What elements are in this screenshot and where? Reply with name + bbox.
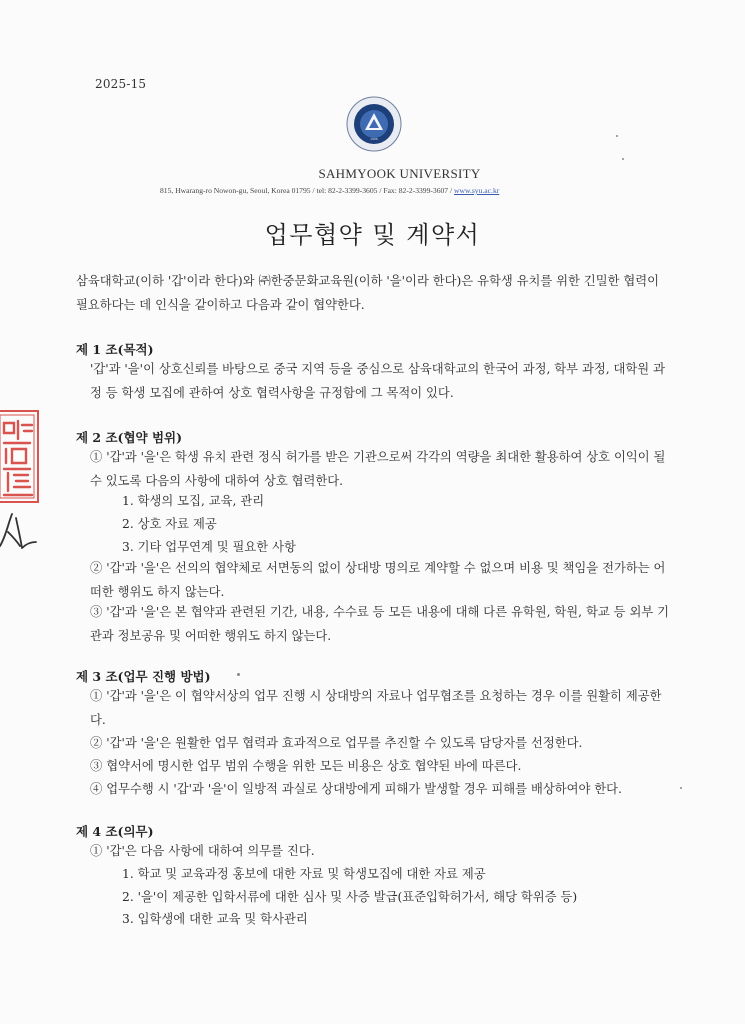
scan-speck <box>616 135 618 137</box>
article-1-text: '갑'과 '을'이 상호신뢰를 바탕으로 중국 지역 등을 중심으로 삼육대학교의 한국어 과정, 학부 과정, 대학원 과정 등 학생 모집에 관하여 상호 협력사항을 규정함에 그 목적이 있다. <box>90 362 665 400</box>
article-2-clause-1: ① '갑'과 '을'은 학생 유치 관련 정식 허가를 받은 기관으로써 각각의 역량을 최대한 활용하여 상호 이익이 될 수 있도록 다음의 사항에 대하여 상호 협력한다. <box>90 450 666 488</box>
article-3-clause-1: ① '갑'과 '을'은 이 협약서상의 업무 진행 시 상대방의 자료나 업무협조를 요청하는 경우 이를 원활히 제공한다. <box>90 689 662 727</box>
article-2-clause-2: ② '갑'과 '을'은 선의의 협약체로 서면동의 없이 상대방 명의로 계약할 수 없으며 비용 및 책임을 전가하는 어떠한 행위도 하지 않는다. <box>90 561 666 599</box>
document-title: 업무협약 및 계약서 <box>264 221 481 249</box>
article-3-clause-3: ③ 협약서에 명시한 업무 범위 수행을 위한 모든 비용은 상호 협약된 바에 따른다. <box>90 759 522 773</box>
scan-speck <box>680 787 682 789</box>
article-4-clause-1: ① '갑'은 다음 사항에 대하여 의무를 진다. <box>90 844 315 858</box>
svg-text:1906: 1906 <box>370 137 378 141</box>
address-text: 815, Hwarang-ro Nowon-gu, Seoul, Korea 01795 / tel: 82-2-3399-3605 / Fax: 82-2-3399-3607 / <box>160 186 454 195</box>
article-3-heading: 제 3 조(업무 진행 방법) <box>76 669 211 684</box>
article-4-item-1: 1. 학교 및 교육과정 홍보에 대한 자료 및 학생모집에 대한 자료 제공 <box>122 867 486 881</box>
red-seal-stamp-icon <box>0 409 40 504</box>
scan-speck <box>622 158 624 160</box>
article-3-clause-2: ② '갑'과 '을'은 원활한 업무 협력과 효과적으로 업무를 추진할 수 있도록 담당자를 선정한다. <box>90 736 583 750</box>
document-number: 2025-15 <box>95 77 147 91</box>
university-logo-icon <box>346 96 402 152</box>
university-address <box>160 186 620 195</box>
article-3-clause-4: ④ 업무수행 시 '갑'과 '을'이 일방적 과실로 상대방에게 피해가 발생할 경우 피해를 배상하여야 한다. <box>90 782 622 796</box>
article-1-heading: 제 1 조(목적) <box>76 342 154 357</box>
article-2-clause-3: ③ '갑'과 '을'은 본 협약과 관련된 기간, 내용, 수수료 등 모든 내용에 대해 다른 유학원, 학원, 학교 등 외부 기관과 정보공유 및 어떠한 행위도 하지 않는다. <box>90 605 669 643</box>
website-link[interactable]: www.syu.ac.kr <box>454 186 500 195</box>
article-4-item-3: 3. 입학생에 대한 교육 및 학사관리 <box>122 912 308 926</box>
article-2-item-3: 3. 기타 업무연계 및 필요한 사항 <box>122 540 296 554</box>
article-2-heading: 제 2 조(협약 범위) <box>76 430 183 445</box>
scan-speck <box>237 673 240 676</box>
intro-paragraph: 삼육대학교(이하 '갑'이라 한다)와 ㈜한중문화교육원(이하 '을'이라 한다)은 유학생 유치를 위한 긴밀한 협력이 필요하다는 데 인식을 같이하고 다음과 같이 협약한다. <box>76 274 660 312</box>
signature-icon <box>0 506 38 554</box>
university-name: SAHMYOOK UNIVERSITY <box>318 166 481 181</box>
article-2-item-1: 1. 학생의 모집, 교육, 관리 <box>122 494 265 508</box>
article-4-heading: 제 4 조(의무) <box>76 824 154 839</box>
article-4-item-2: 2. '을'이 제공한 입학서류에 대한 심사 및 사증 발급(표준입학허가서, 해당 학위증 등) <box>122 890 578 904</box>
article-2-item-2: 2. 상호 자료 제공 <box>122 517 217 531</box>
